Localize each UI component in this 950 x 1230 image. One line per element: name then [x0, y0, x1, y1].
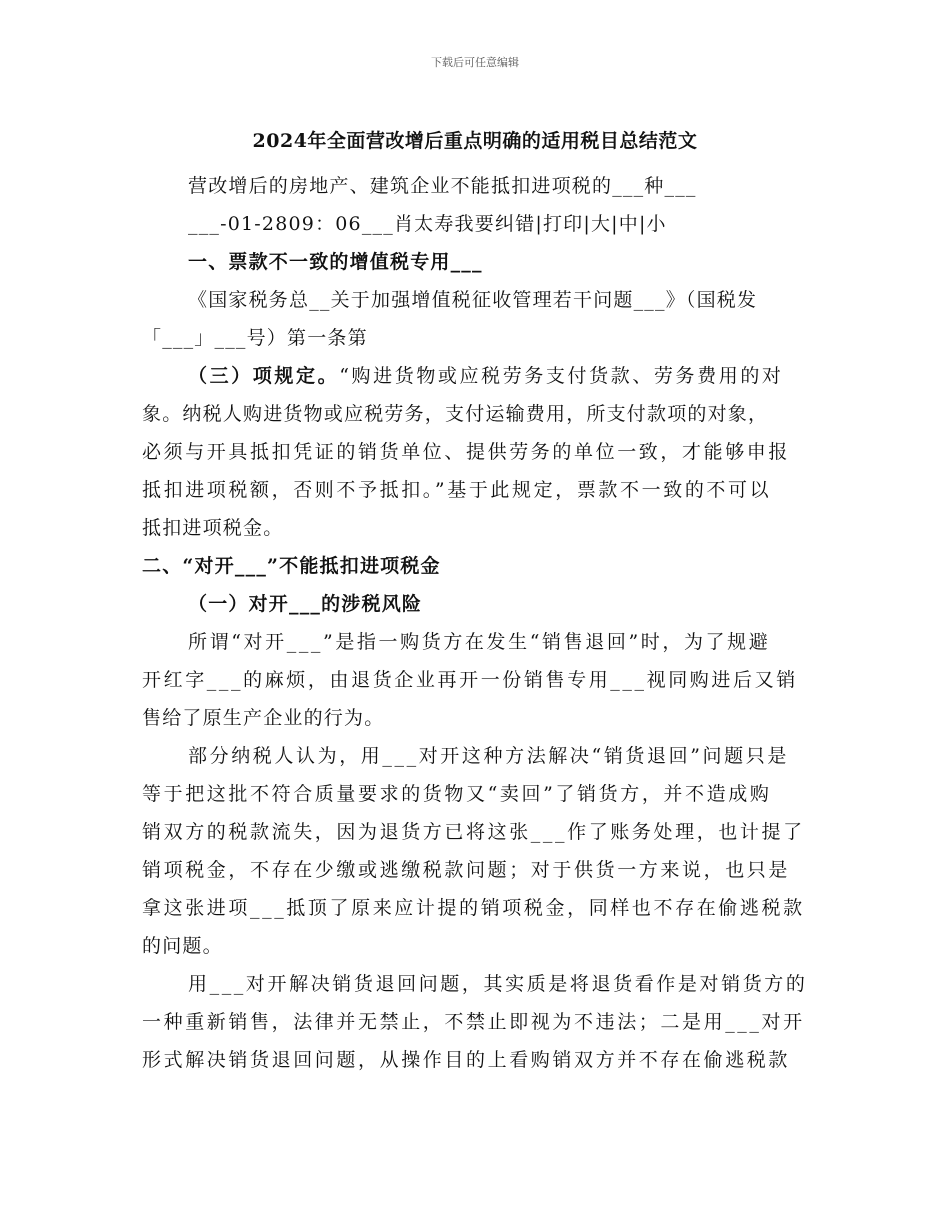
clause-label: （三）项规定。 — [188, 365, 340, 387]
paragraph-line: 开红字___的麻烦，由退货企业再开一份销售专用___视同购进后又销 — [142, 669, 798, 691]
paragraph-line: 营改增后的房地产、建筑企业不能抵扣进项税的___种___ — [188, 175, 697, 197]
paragraph-line — [188, 364, 868, 388]
paragraph-line: 售给了原生产企业的行为。 — [142, 707, 385, 729]
paragraph-line: 「___」___号）第一条第 — [142, 327, 368, 349]
paragraph-line: 等于把这批不符合质量要求的货物又“卖回”了销货方，并不造成购 — [142, 783, 772, 805]
paragraph-line: ___-01-2809：06___肖太寿我要纠错|打印|大|中|小 — [188, 213, 667, 235]
clause-text: “购进货物或应税劳务支付货款、劳务费用的对 — [339, 365, 784, 387]
document-title: 2024年全面营改增后重点明确的适用税目总结范文 — [252, 130, 698, 152]
paragraph-line: 销双方的税款流失，因为退货方已将这张___作了账务处理，也计提了 — [142, 821, 805, 843]
paragraph-line: 形式解决销货退回问题，从操作目的上看购销双方并不存在偷逃税款 — [142, 1049, 791, 1071]
paragraph-line: 部分纳税人认为，用___对开这种方法解决“销货退回”问题只是 — [188, 745, 789, 767]
paragraph-line: 抵扣进项税额，否则不予抵扣。”基于此规定，票款不一致的不可以 — [142, 479, 772, 501]
paragraph-line: 抵扣进项税金。 — [142, 517, 284, 539]
paragraph-line: 用___对开解决销货退回问题，其实质是将退货看作是对销货方的 — [188, 973, 808, 995]
paragraph-line: 销项税金，不存在少缴或逃缴税款问题；对于供货一方来说，也只是 — [142, 859, 791, 881]
paragraph-line: 拿这张进项___抵顶了原来应计提的销项税金，同样也不存在偷逃税款 — [142, 897, 805, 919]
paragraph-line: 一种重新销售，法律并无禁止，不禁止即视为不违法；二是用___对开 — [142, 1011, 805, 1033]
page-header-note: 下载后可任意编辑 — [431, 56, 519, 69]
section-heading: 一、票款不一致的增值税专用___ — [188, 251, 483, 273]
section-heading: 二、“对开___”不能抵扣进项税金 — [142, 555, 441, 577]
paragraph-line: 的问题。 — [142, 935, 223, 957]
subsection-heading: （一）对开___的涉税风险 — [188, 593, 423, 615]
paragraph-line: 象。纳税人购进货物或应税劳务，支付运输费用，所支付款项的对象， — [142, 403, 769, 425]
paragraph-line: 所谓“对开___”是指一购货方在发生“销售退回”时，为了规避 — [188, 631, 771, 653]
paragraph-line: 《国家税务总__关于加强增值税征收管理若干问题___》（国税发 — [188, 289, 758, 311]
paragraph-line: 必须与开具抵扣凭证的销货单位、提供劳务的单位一致，才能够申报 — [142, 441, 791, 463]
